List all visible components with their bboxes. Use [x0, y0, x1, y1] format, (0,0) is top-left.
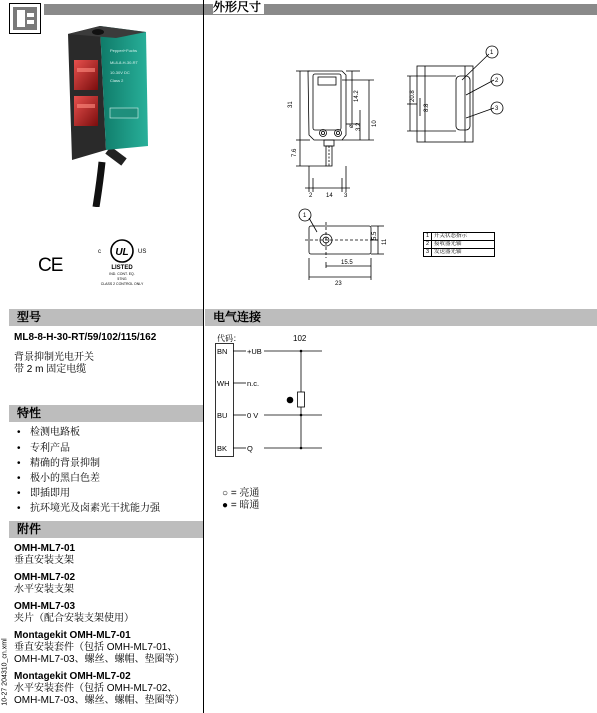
svg-text:2: 2: [495, 78, 499, 84]
svg-text:3: 3: [495, 106, 499, 112]
accessory-desc: OMH-ML7-03、螺丝、螺帽、垫圈等）: [14, 695, 185, 706]
accessory-desc: OMH-ML7-03、螺丝、螺帽、垫圈等）: [14, 654, 185, 665]
product-photo: [50, 22, 160, 207]
svg-text:14: 14: [326, 193, 333, 199]
code-label: 代码：: [217, 334, 241, 343]
svg-text:8.8: 8.8: [424, 103, 430, 112]
code-value: 102: [293, 334, 307, 343]
feature-item: • 精确的背景抑制: [30, 458, 100, 470]
svg-text:1: 1: [490, 50, 494, 56]
svg-text:BK: BK: [217, 444, 228, 453]
accessory-code: OMH-ML7-03: [14, 601, 76, 612]
dimensions-title: 外形尺寸: [213, 0, 264, 14]
column-divider: [203, 0, 204, 713]
light-on-legend: ○ = 亮通: [222, 488, 260, 499]
accessory-desc: 夹片（配合安装支架使用）: [14, 613, 134, 624]
features-header: 特性: [9, 405, 203, 422]
accessory-desc: 水平安装支架: [14, 584, 74, 595]
svg-text:BU: BU: [217, 411, 228, 420]
svg-text:57NG: 57NG: [117, 277, 127, 281]
photo-label-line: Pepperl+Fuchs: [110, 48, 138, 53]
feature-item: • 检测电路板: [30, 427, 80, 439]
feature-item: • 极小的黑白色差: [30, 473, 100, 485]
svg-text:15.5: 15.5: [341, 260, 353, 266]
svg-text:ø: ø: [349, 124, 355, 128]
svg-text:14.2: 14.2: [354, 90, 360, 102]
accessory-code: OMH-ML7-01: [14, 543, 76, 554]
svg-text:2: 2: [309, 193, 313, 199]
svg-text:7.6: 7.6: [292, 148, 298, 157]
wiring-diagram: [214, 341, 334, 461]
svg-text:+UB: +UB: [247, 347, 262, 356]
svg-text:IND. CONT. EQ.: IND. CONT. EQ.: [109, 272, 135, 276]
svg-text:WH: WH: [217, 379, 230, 388]
culus-mark: [80, 235, 170, 295]
model-desc-1: 背景抑制光电开关: [14, 352, 94, 363]
accessory-desc: 垂直安装套件（包括 OMH-ML7-01、: [14, 642, 178, 653]
dark-on-legend: ● = 暗通: [222, 500, 260, 511]
svg-text:CLASS 2 CONTROL ONLY: CLASS 2 CONTROL ONLY: [100, 282, 144, 286]
photo-label-line: ML8-8-H-30-RT: [110, 60, 138, 65]
svg-text:n.c.: n.c.: [247, 379, 260, 388]
svg-text:UL: UL: [115, 247, 129, 258]
svg-text:3.2: 3.2: [356, 122, 362, 131]
ce-mark: CE: [38, 255, 63, 276]
feature-item: • 专利产品: [30, 443, 70, 455]
svg-text:1: 1: [303, 213, 307, 219]
svg-text:5.5: 5.5: [372, 231, 378, 240]
accessory-desc: 垂直安装支架: [14, 555, 74, 566]
svg-text:BN: BN: [217, 347, 228, 356]
model-header: 型号: [9, 309, 203, 326]
accessory-code: Montagekit OMH-ML7-01: [14, 630, 131, 641]
svg-text:11: 11: [382, 238, 388, 245]
svg-text:23: 23: [335, 281, 342, 287]
document-side-text: 10-27 204310_cn.xml: [1, 638, 9, 706]
electrical-header: 电气连接: [205, 309, 597, 326]
header-bar-left: [44, 4, 203, 15]
svg-text:0 V: 0 V: [247, 411, 259, 420]
accessory-code: Montagekit OMH-ML7-02: [14, 671, 131, 682]
sensor-type-icon: [9, 3, 41, 34]
photo-label-line: 10-30V DC: [110, 70, 130, 75]
svg-text:LISTED: LISTED: [111, 265, 133, 271]
feature-item: • 抗环境光及卤素光干扰能力强: [30, 503, 160, 515]
svg-text:Q: Q: [247, 444, 253, 453]
model-desc-2: 带 2 m 固定电缆: [14, 364, 87, 375]
dimension-legend: 1 开关状态指示 2 接收器光轴 3 发送器光轴: [423, 232, 495, 257]
svg-text:3: 3: [344, 193, 348, 199]
accessory-desc: 水平安装套件（包括 OMH-ML7-02、: [14, 683, 178, 694]
svg-text:c: c: [98, 249, 101, 255]
svg-text:20.8: 20.8: [410, 90, 416, 102]
accessories-header: 附件: [9, 521, 203, 538]
feature-item: • 即插即用: [30, 488, 70, 500]
accessory-code: OMH-ML7-02: [14, 572, 76, 583]
photo-label-line: Class 2: [110, 78, 124, 83]
model-name: ML8-8-H-30-RT/59/102/115/162: [14, 332, 157, 343]
svg-text:US: US: [138, 249, 147, 255]
svg-text:31: 31: [288, 101, 294, 108]
svg-text:10: 10: [372, 120, 378, 127]
